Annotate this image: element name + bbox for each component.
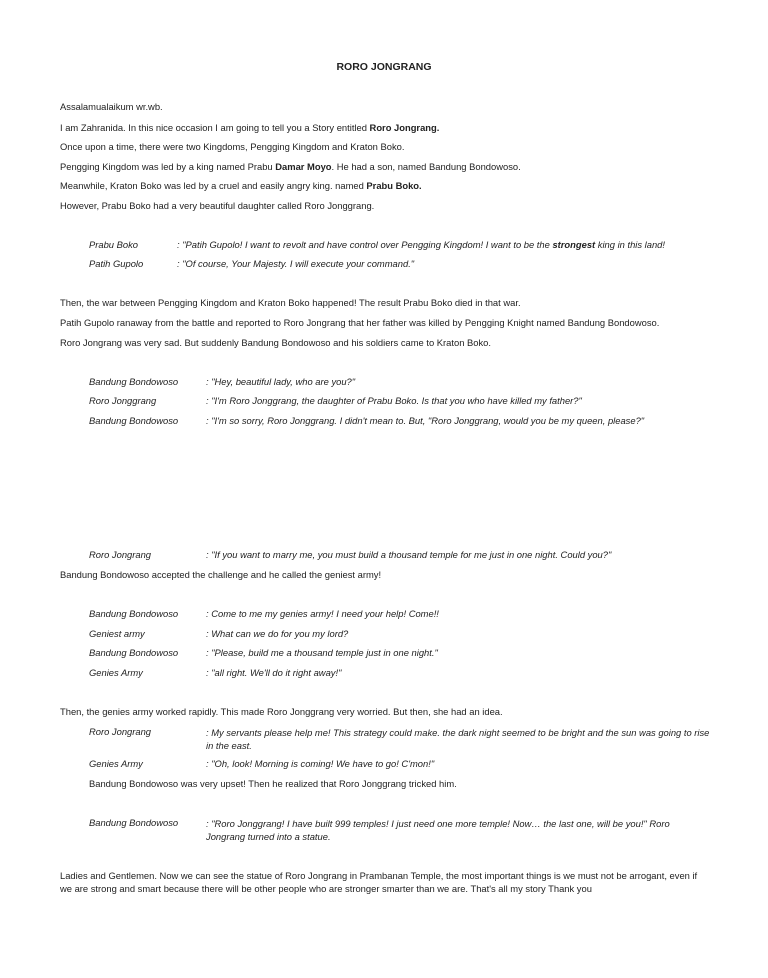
dialog-line: : "Of course, Your Majesty. I will execute your command." <box>177 258 415 269</box>
dialog-speaker: Geniest army <box>89 628 145 639</box>
dialog-line: : "Roro Jonggrang! I have built 999 temples! I just need one more temple! Now… the last one, will be you!" Roro Jongrang turned into a statue. <box>206 818 670 842</box>
dialog-line: : "Oh, look! Morning is coming! We have to go! C'mon!" <box>206 758 435 769</box>
dialog-speaker: Bandung Bondowoso <box>89 608 179 619</box>
dialog-line: : "If you want to marry me, you must build a thousand temple for me just in one night. Could you?" <box>206 549 612 560</box>
narration-line: Patih Gupolo ranaway from the battle and reported to Roro Jongrang that her father was killed by Pengging Knight named Bandung Bondowoso. <box>60 317 660 328</box>
dialog-speaker: Roro Jongrang <box>89 726 152 737</box>
narration-line: Bandung Bondowoso accepted the challenge and he called the geniest army! <box>60 569 382 580</box>
dialog-speaker: Roro Jonggrang <box>89 395 157 406</box>
intro-line-2: Once upon a time, there were two Kingdoms, Pengging Kingdom and Kraton Boko. <box>60 141 405 152</box>
dialog-speaker: Genies Army <box>89 758 143 769</box>
intro-line-5: However, Prabu Boko had a very beautiful daughter called Roro Jonggrang. <box>60 200 375 211</box>
dialog-line: : What can we do for you my lord? <box>206 628 349 639</box>
dialog-line: : Come to me my genies army! I need your help! Come!! <box>206 608 439 619</box>
dialog-speaker: Roro Jongrang <box>89 549 152 560</box>
dialog-line: : "Patih Gupolo! I want to revolt and have control over Pengging Kingdom! I want to be the strongest king in this land! <box>177 239 665 250</box>
intro-line-4: Meanwhile, Kraton Boko was led by a cruel and easily angry king. named Prabu Boko. <box>60 180 422 191</box>
dialog-speaker: Bandung Bondowoso <box>89 647 179 658</box>
intro-line-3: Pengging Kingdom was led by a king named Prabu Damar Moyo. He had a son, named Bandung Bondowoso. <box>60 161 521 172</box>
document-title: RORO JONGRANG <box>336 61 432 73</box>
dialog-line: : "I'm so sorry, Roro Jonggrang. I didn't mean to. But, "Roro Jonggrang, would you be my queen, please?" <box>206 415 645 426</box>
greeting: Assalamualaikum wr.wb. <box>60 101 163 112</box>
dialog-speaker: Bandung Bondowoso <box>89 376 179 387</box>
dialog-speaker: Patih Gupolo <box>89 258 144 269</box>
narration-line: Roro Jongrang was very sad. But suddenly Bandung Bondowoso and his soldiers came to Kraton Boko. <box>60 337 491 348</box>
dialog-line: : "all right. We'll do it right away!" <box>206 667 342 678</box>
dialog-speaker: Genies Army <box>89 667 143 678</box>
narration-line: Bandung Bondowoso was very upset! Then he realized that Roro Jonggrang tricked him. <box>89 778 457 789</box>
dialog-speaker: Bandung Bondowoso <box>89 415 179 426</box>
dialog-line: : "Hey, beautiful lady, who are you?" <box>206 376 356 387</box>
narration-line: Then, the genies army worked rapidly. This made Roro Jonggrang very worried. But then, she had an idea. <box>60 706 503 717</box>
narration-line: Then, the war between Pengging Kingdom and Kraton Boko happened! The result Prabu Boko died in that war. <box>60 297 521 308</box>
dialog-speaker: Prabu Boko <box>89 239 138 250</box>
dialog-line: : My servants please help me! This strategy could make. the dark night seemed to be bright and the sun was going to rise in the east. <box>206 727 710 751</box>
intro-line-1: I am Zahranida. In this nice occasion I am going to tell you a Story entitled Roro Jongrang. <box>60 122 440 133</box>
closing-paragraph: Ladies and Gentlemen. Now we can see the statue of Roro Jongrang in Prambanan Temple, the most important things is we must not be arrogant, even if we are strong and smart because there will be other people who are stronger smarter than we are. That's all my story Thank you <box>60 870 698 894</box>
dialog-line: : "I'm Roro Jonggrang, the daughter of Prabu Boko. Is that you who have killed my father?" <box>206 395 582 406</box>
dialog-speaker: Bandung Bondowoso <box>89 817 179 828</box>
dialog-line: : "Please, build me a thousand temple just in one night." <box>206 647 438 658</box>
